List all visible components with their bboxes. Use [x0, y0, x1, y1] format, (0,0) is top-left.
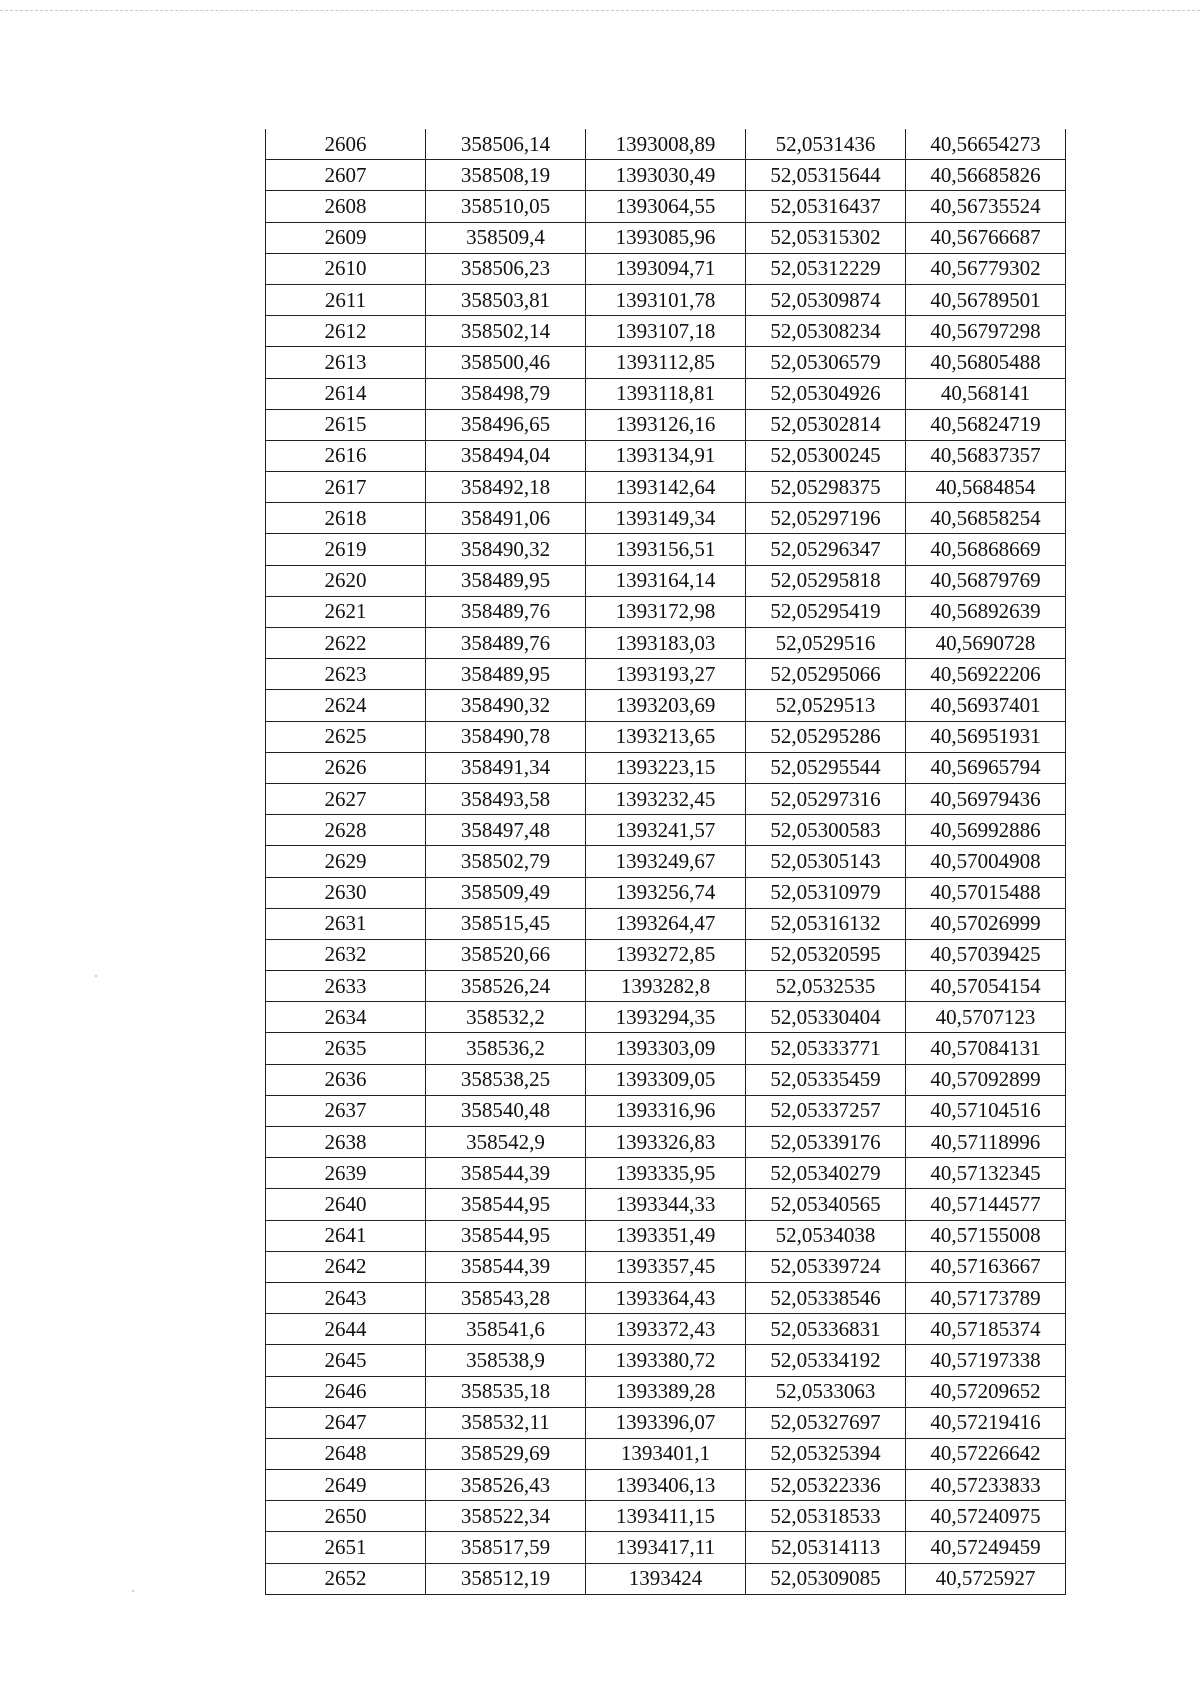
latitude-cell: 52,05339176 [746, 1127, 906, 1158]
x-coordinate-cell: 358490,32 [426, 534, 586, 565]
longitude-cell: 40,56922206 [906, 659, 1066, 690]
table-row [266, 440, 1066, 471]
x-coordinate-cell: 358491,34 [426, 752, 586, 783]
longitude-cell: 40,56868669 [906, 534, 1066, 565]
latitude-cell: 52,05310979 [746, 877, 906, 908]
point-number-cell: 2641 [266, 1220, 426, 1251]
y-coordinate-cell: 1393272,85 [586, 939, 746, 970]
point-number-cell: 2627 [266, 783, 426, 814]
x-coordinate-cell: 358520,66 [426, 939, 586, 970]
longitude-cell: 40,5707123 [906, 1002, 1066, 1033]
latitude-cell: 52,05335459 [746, 1064, 906, 1095]
y-coordinate-cell: 1393112,85 [586, 347, 746, 378]
y-coordinate-cell: 1393351,49 [586, 1220, 746, 1251]
longitude-cell: 40,56797298 [906, 316, 1066, 347]
x-coordinate-cell: 358489,95 [426, 565, 586, 596]
y-coordinate-cell: 1393256,74 [586, 877, 746, 908]
longitude-cell: 40,56685826 [906, 160, 1066, 191]
x-coordinate-cell: 358536,2 [426, 1033, 586, 1064]
y-coordinate-cell: 1393357,45 [586, 1251, 746, 1282]
point-number-cell: 2651 [266, 1532, 426, 1563]
y-coordinate-cell: 1393316,96 [586, 1095, 746, 1126]
point-number-cell: 2629 [266, 846, 426, 877]
latitude-cell: 52,05338546 [746, 1282, 906, 1313]
point-number-cell: 2626 [266, 752, 426, 783]
y-coordinate-cell: 1393030,49 [586, 160, 746, 191]
latitude-cell: 52,05297316 [746, 783, 906, 814]
table-row [266, 659, 1066, 690]
longitude-cell: 40,5725927 [906, 1563, 1066, 1594]
x-coordinate-cell: 358532,2 [426, 1002, 586, 1033]
table-row [266, 1532, 1066, 1563]
y-coordinate-cell: 1393213,65 [586, 721, 746, 752]
x-coordinate-cell: 358500,46 [426, 347, 586, 378]
x-coordinate-cell: 358540,48 [426, 1095, 586, 1126]
latitude-cell: 52,05297196 [746, 503, 906, 534]
table-row [266, 971, 1066, 1002]
point-number-cell: 2614 [266, 378, 426, 409]
latitude-cell: 52,05296347 [746, 534, 906, 565]
y-coordinate-cell: 1393107,18 [586, 316, 746, 347]
x-coordinate-cell: 358506,23 [426, 253, 586, 284]
x-coordinate-cell: 358508,19 [426, 160, 586, 191]
point-number-cell: 2616 [266, 440, 426, 471]
y-coordinate-cell: 1393094,71 [586, 253, 746, 284]
x-coordinate-cell: 358544,39 [426, 1158, 586, 1189]
latitude-cell: 52,05300583 [746, 815, 906, 846]
table-row [266, 1127, 1066, 1158]
y-coordinate-cell: 1393344,33 [586, 1189, 746, 1220]
longitude-cell: 40,57084131 [906, 1033, 1066, 1064]
point-number-cell: 2645 [266, 1345, 426, 1376]
table-row [266, 1563, 1066, 1594]
y-coordinate-cell: 1393417,11 [586, 1532, 746, 1563]
longitude-cell: 40,57240975 [906, 1501, 1066, 1532]
table-row [266, 628, 1066, 659]
x-coordinate-cell: 358489,76 [426, 596, 586, 627]
point-number-cell: 2607 [266, 160, 426, 191]
table-row [266, 503, 1066, 534]
longitude-cell: 40,57132345 [906, 1158, 1066, 1189]
latitude-cell: 52,05295066 [746, 659, 906, 690]
table-row [266, 191, 1066, 222]
point-number-cell: 2631 [266, 908, 426, 939]
latitude-cell: 52,0534038 [746, 1220, 906, 1251]
table-row [266, 1345, 1066, 1376]
y-coordinate-cell: 1393134,91 [586, 440, 746, 471]
latitude-cell: 52,05309085 [746, 1563, 906, 1594]
x-coordinate-cell: 358515,45 [426, 908, 586, 939]
latitude-cell: 52,05318533 [746, 1501, 906, 1532]
latitude-cell: 52,05333771 [746, 1033, 906, 1064]
point-number-cell: 2643 [266, 1282, 426, 1313]
point-number-cell: 2640 [266, 1189, 426, 1220]
latitude-cell: 52,05316437 [746, 191, 906, 222]
y-coordinate-cell: 1393223,15 [586, 752, 746, 783]
latitude-cell: 52,05302814 [746, 409, 906, 440]
longitude-cell: 40,57004908 [906, 846, 1066, 877]
point-number-cell: 2618 [266, 503, 426, 534]
latitude-cell: 52,05340565 [746, 1189, 906, 1220]
latitude-cell: 52,05325394 [746, 1438, 906, 1469]
y-coordinate-cell: 1393264,47 [586, 908, 746, 939]
latitude-cell: 52,0529516 [746, 628, 906, 659]
y-coordinate-cell: 1393326,83 [586, 1127, 746, 1158]
point-number-cell: 2633 [266, 971, 426, 1002]
latitude-cell: 52,05312229 [746, 253, 906, 284]
table-row [266, 1158, 1066, 1189]
y-coordinate-cell: 1393424 [586, 1563, 746, 1594]
table-row [266, 1033, 1066, 1064]
longitude-cell: 40,56992886 [906, 815, 1066, 846]
longitude-cell: 40,57163667 [906, 1251, 1066, 1282]
table-row [266, 378, 1066, 409]
y-coordinate-cell: 1393411,15 [586, 1501, 746, 1532]
y-coordinate-cell: 1393372,43 [586, 1314, 746, 1345]
y-coordinate-cell: 1393282,8 [586, 971, 746, 1002]
latitude-cell: 52,05315302 [746, 222, 906, 253]
table-row [266, 160, 1066, 191]
table-row [266, 129, 1066, 160]
x-coordinate-cell: 358542,9 [426, 1127, 586, 1158]
point-number-cell: 2625 [266, 721, 426, 752]
table-row [266, 316, 1066, 347]
y-coordinate-cell: 1393303,09 [586, 1033, 746, 1064]
x-coordinate-cell: 358502,79 [426, 846, 586, 877]
latitude-cell: 52,0531436 [746, 129, 906, 160]
longitude-cell: 40,57092899 [906, 1064, 1066, 1095]
point-number-cell: 2639 [266, 1158, 426, 1189]
point-number-cell: 2649 [266, 1470, 426, 1501]
table-row [266, 284, 1066, 315]
latitude-cell: 52,05315644 [746, 160, 906, 191]
point-number-cell: 2610 [266, 253, 426, 284]
y-coordinate-cell: 1393101,78 [586, 284, 746, 315]
latitude-cell: 52,05295419 [746, 596, 906, 627]
longitude-cell: 40,56858254 [906, 503, 1066, 534]
table-row [266, 690, 1066, 721]
latitude-cell: 52,0533063 [746, 1376, 906, 1407]
table-row [266, 939, 1066, 970]
x-coordinate-cell: 358489,95 [426, 659, 586, 690]
point-number-cell: 2620 [266, 565, 426, 596]
x-coordinate-cell: 358544,95 [426, 1189, 586, 1220]
scan-speck [132, 1590, 134, 1592]
longitude-cell: 40,5684854 [906, 472, 1066, 503]
latitude-cell: 52,05322336 [746, 1470, 906, 1501]
table-row [266, 846, 1066, 877]
longitude-cell: 40,57197338 [906, 1345, 1066, 1376]
y-coordinate-cell: 1393389,28 [586, 1376, 746, 1407]
longitude-cell: 40,57026999 [906, 908, 1066, 939]
latitude-cell: 52,05340279 [746, 1158, 906, 1189]
x-coordinate-cell: 358522,34 [426, 1501, 586, 1532]
x-coordinate-cell: 358510,05 [426, 191, 586, 222]
point-number-cell: 2609 [266, 222, 426, 253]
y-coordinate-cell: 1393193,27 [586, 659, 746, 690]
y-coordinate-cell: 1393294,35 [586, 1002, 746, 1033]
longitude-cell: 40,57155008 [906, 1220, 1066, 1251]
point-number-cell: 2622 [266, 628, 426, 659]
point-number-cell: 2624 [266, 690, 426, 721]
y-coordinate-cell: 1393335,95 [586, 1158, 746, 1189]
longitude-cell: 40,56805488 [906, 347, 1066, 378]
latitude-cell: 52,05305143 [746, 846, 906, 877]
latitude-cell: 52,0529513 [746, 690, 906, 721]
x-coordinate-cell: 358517,59 [426, 1532, 586, 1563]
table-row [266, 347, 1066, 378]
table-row [266, 409, 1066, 440]
x-coordinate-cell: 358543,28 [426, 1282, 586, 1313]
longitude-cell: 40,56879769 [906, 565, 1066, 596]
y-coordinate-cell: 1393232,45 [586, 783, 746, 814]
table-row [266, 1220, 1066, 1251]
longitude-cell: 40,57039425 [906, 939, 1066, 970]
scan-speck [95, 975, 97, 977]
x-coordinate-cell: 358502,14 [426, 316, 586, 347]
longitude-cell: 40,57054154 [906, 971, 1066, 1002]
longitude-cell: 40,57219416 [906, 1407, 1066, 1438]
x-coordinate-cell: 358494,04 [426, 440, 586, 471]
table-row [266, 721, 1066, 752]
y-coordinate-cell: 1393241,57 [586, 815, 746, 846]
point-number-cell: 2634 [266, 1002, 426, 1033]
y-coordinate-cell: 1393203,69 [586, 690, 746, 721]
y-coordinate-cell: 1393183,03 [586, 628, 746, 659]
y-coordinate-cell: 1393008,89 [586, 129, 746, 160]
longitude-cell: 40,57226642 [906, 1438, 1066, 1469]
x-coordinate-cell: 358544,39 [426, 1251, 586, 1282]
point-number-cell: 2619 [266, 534, 426, 565]
latitude-cell: 52,05316132 [746, 908, 906, 939]
point-number-cell: 2646 [266, 1376, 426, 1407]
y-coordinate-cell: 1393118,81 [586, 378, 746, 409]
latitude-cell: 52,05295818 [746, 565, 906, 596]
longitude-cell: 40,56937401 [906, 690, 1066, 721]
point-number-cell: 2635 [266, 1033, 426, 1064]
table-row [266, 472, 1066, 503]
longitude-cell: 40,568141 [906, 378, 1066, 409]
y-coordinate-cell: 1393156,51 [586, 534, 746, 565]
x-coordinate-cell: 358490,78 [426, 721, 586, 752]
table-row [266, 222, 1066, 253]
longitude-cell: 40,56892639 [906, 596, 1066, 627]
table-row [266, 1002, 1066, 1033]
point-number-cell: 2613 [266, 347, 426, 378]
point-number-cell: 2608 [266, 191, 426, 222]
latitude-cell: 52,05336831 [746, 1314, 906, 1345]
longitude-cell: 40,57144577 [906, 1189, 1066, 1220]
y-coordinate-cell: 1393401,1 [586, 1438, 746, 1469]
table-row [266, 877, 1066, 908]
x-coordinate-cell: 358493,58 [426, 783, 586, 814]
x-coordinate-cell: 358532,11 [426, 1407, 586, 1438]
longitude-cell: 40,56951931 [906, 721, 1066, 752]
y-coordinate-cell: 1393064,55 [586, 191, 746, 222]
point-number-cell: 2650 [266, 1501, 426, 1532]
latitude-cell: 52,05304926 [746, 378, 906, 409]
longitude-cell: 40,56824719 [906, 409, 1066, 440]
longitude-cell: 40,56766687 [906, 222, 1066, 253]
table-row [266, 1064, 1066, 1095]
table-row [266, 596, 1066, 627]
scan-top-edge [0, 10, 1200, 11]
latitude-cell: 52,05300245 [746, 440, 906, 471]
point-number-cell: 2644 [266, 1314, 426, 1345]
point-number-cell: 2611 [266, 284, 426, 315]
table-row [266, 1438, 1066, 1469]
point-number-cell: 2628 [266, 815, 426, 846]
y-coordinate-cell: 1393364,43 [586, 1282, 746, 1313]
longitude-cell: 40,57233833 [906, 1470, 1066, 1501]
latitude-cell: 52,05298375 [746, 472, 906, 503]
x-coordinate-cell: 358506,14 [426, 129, 586, 160]
latitude-cell: 52,05337257 [746, 1095, 906, 1126]
point-number-cell: 2642 [266, 1251, 426, 1282]
y-coordinate-cell: 1393172,98 [586, 596, 746, 627]
y-coordinate-cell: 1393380,72 [586, 1345, 746, 1376]
point-number-cell: 2617 [266, 472, 426, 503]
point-number-cell: 2636 [266, 1064, 426, 1095]
table-row [266, 752, 1066, 783]
x-coordinate-cell: 358490,32 [426, 690, 586, 721]
x-coordinate-cell: 358509,4 [426, 222, 586, 253]
longitude-cell: 40,56735524 [906, 191, 1066, 222]
table-row [266, 1282, 1066, 1313]
point-number-cell: 2647 [266, 1407, 426, 1438]
x-coordinate-cell: 358489,76 [426, 628, 586, 659]
table-row [266, 1189, 1066, 1220]
table-row [266, 1470, 1066, 1501]
longitude-cell: 40,56979436 [906, 783, 1066, 814]
longitude-cell: 40,5690728 [906, 628, 1066, 659]
table-row [266, 1407, 1066, 1438]
latitude-cell: 52,05327697 [746, 1407, 906, 1438]
point-number-cell: 2630 [266, 877, 426, 908]
table-row [266, 253, 1066, 284]
x-coordinate-cell: 358526,24 [426, 971, 586, 1002]
y-coordinate-cell: 1393164,14 [586, 565, 746, 596]
longitude-cell: 40,57185374 [906, 1314, 1066, 1345]
latitude-cell: 52,05306579 [746, 347, 906, 378]
longitude-cell: 40,57104516 [906, 1095, 1066, 1126]
table-row [266, 1376, 1066, 1407]
point-number-cell: 2652 [266, 1563, 426, 1594]
x-coordinate-cell: 358509,49 [426, 877, 586, 908]
longitude-cell: 40,57118996 [906, 1127, 1066, 1158]
y-coordinate-cell: 1393142,64 [586, 472, 746, 503]
latitude-cell: 52,05309874 [746, 284, 906, 315]
longitude-cell: 40,56789501 [906, 284, 1066, 315]
x-coordinate-cell: 358529,69 [426, 1438, 586, 1469]
point-number-cell: 2623 [266, 659, 426, 690]
longitude-cell: 40,57173789 [906, 1282, 1066, 1313]
latitude-cell: 52,05308234 [746, 316, 906, 347]
point-number-cell: 2615 [266, 409, 426, 440]
longitude-cell: 40,56779302 [906, 253, 1066, 284]
longitude-cell: 40,57249459 [906, 1532, 1066, 1563]
x-coordinate-cell: 358503,81 [426, 284, 586, 315]
y-coordinate-cell: 1393149,34 [586, 503, 746, 534]
y-coordinate-cell: 1393249,67 [586, 846, 746, 877]
table-row [266, 908, 1066, 939]
point-number-cell: 2621 [266, 596, 426, 627]
x-coordinate-cell: 358491,06 [426, 503, 586, 534]
x-coordinate-cell: 358538,25 [426, 1064, 586, 1095]
x-coordinate-cell: 358512,19 [426, 1563, 586, 1594]
latitude-cell: 52,0532535 [746, 971, 906, 1002]
x-coordinate-cell: 358496,65 [426, 409, 586, 440]
table-row [266, 1314, 1066, 1345]
longitude-cell: 40,56837357 [906, 440, 1066, 471]
longitude-cell: 40,57209652 [906, 1376, 1066, 1407]
y-coordinate-cell: 1393396,07 [586, 1407, 746, 1438]
latitude-cell: 52,05314113 [746, 1532, 906, 1563]
longitude-cell: 40,56965794 [906, 752, 1066, 783]
y-coordinate-cell: 1393126,16 [586, 409, 746, 440]
x-coordinate-cell: 358544,95 [426, 1220, 586, 1251]
x-coordinate-cell: 358541,6 [426, 1314, 586, 1345]
y-coordinate-cell: 1393085,96 [586, 222, 746, 253]
point-number-cell: 2638 [266, 1127, 426, 1158]
latitude-cell: 52,05295544 [746, 752, 906, 783]
table-row [266, 1251, 1066, 1282]
point-number-cell: 2632 [266, 939, 426, 970]
latitude-cell: 52,05295286 [746, 721, 906, 752]
x-coordinate-cell: 358535,18 [426, 1376, 586, 1407]
x-coordinate-cell: 358497,48 [426, 815, 586, 846]
table-row [266, 1501, 1066, 1532]
table-row [266, 1095, 1066, 1126]
x-coordinate-cell: 358498,79 [426, 378, 586, 409]
table-row [266, 815, 1066, 846]
point-number-cell: 2612 [266, 316, 426, 347]
x-coordinate-cell: 358526,43 [426, 1470, 586, 1501]
x-coordinate-cell: 358538,9 [426, 1345, 586, 1376]
point-number-cell: 2606 [266, 129, 426, 160]
y-coordinate-cell: 1393309,05 [586, 1064, 746, 1095]
longitude-cell: 40,56654273 [906, 129, 1066, 160]
latitude-cell: 52,05320595 [746, 939, 906, 970]
coordinates-table-body [266, 129, 1066, 1594]
y-coordinate-cell: 1393406,13 [586, 1470, 746, 1501]
table-row [266, 565, 1066, 596]
latitude-cell: 52,05330404 [746, 1002, 906, 1033]
longitude-cell: 40,57015488 [906, 877, 1066, 908]
table-row [266, 783, 1066, 814]
coordinates-table [265, 129, 1066, 1595]
table-row [266, 534, 1066, 565]
point-number-cell: 2637 [266, 1095, 426, 1126]
point-number-cell: 2648 [266, 1438, 426, 1469]
latitude-cell: 52,05339724 [746, 1251, 906, 1282]
x-coordinate-cell: 358492,18 [426, 472, 586, 503]
latitude-cell: 52,05334192 [746, 1345, 906, 1376]
